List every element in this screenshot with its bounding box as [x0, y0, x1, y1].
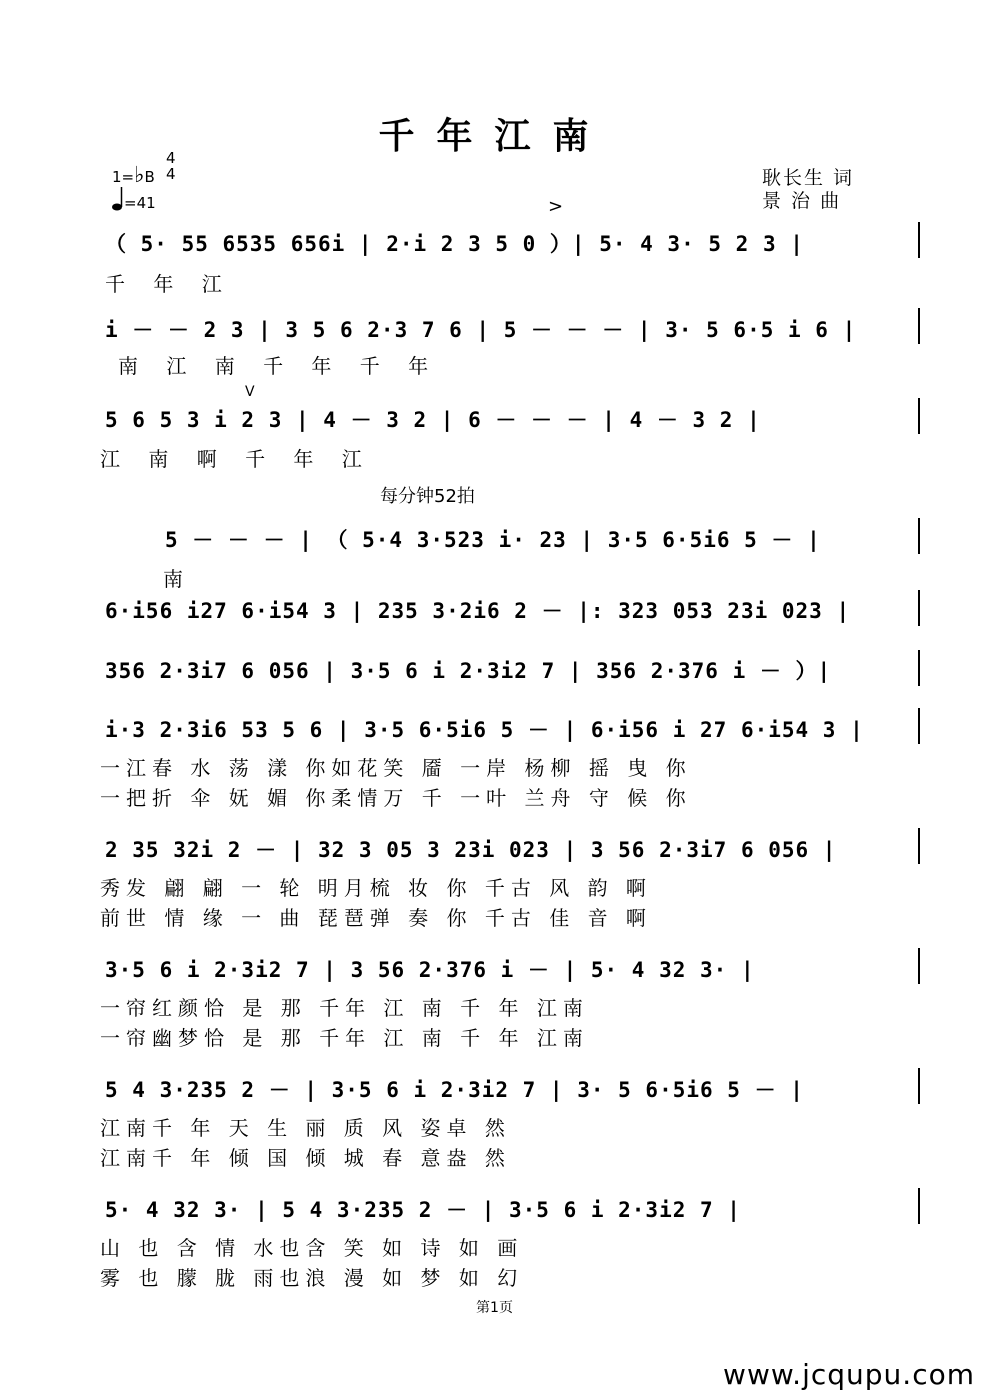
barline	[918, 308, 920, 344]
key-prefix: 1=	[112, 168, 135, 186]
barline	[918, 590, 920, 626]
notation-line-3: 5 6 5 3 i 2 3 | 4 － 3 2 | 6 － － － | 4 － 3 2 |	[105, 408, 761, 432]
notation-line-5: 6·i56 i27 6·i54 3 | 235 3·2i6 2 － |: 323 053 23i 023 |	[105, 599, 851, 623]
page-title: 千年江南	[378, 115, 611, 157]
notation-line-7: i·3 2·3i6 53 5 6 | 3·5 6·5i6 5 － | 6·i56 i 27 6·i54 3 |	[105, 718, 864, 742]
time-signature	[166, 150, 176, 182]
quarter-note-icon	[112, 186, 124, 212]
site-watermark: www.jcqupu.com	[723, 1358, 975, 1391]
time-denominator: 4	[166, 165, 176, 183]
notation-line-11: 5· 4 32 3· | 5 4 3·235 2 － | 3·5 6 i 2·3i2 7 |	[105, 1198, 741, 1222]
barline	[918, 518, 920, 554]
barline	[918, 708, 920, 744]
barline	[918, 1068, 920, 1104]
notation-line-1: （ 5· 55 6535 656i | 2·i 2 3 5 0 ）| 5· 4 3· 5 2 3 |	[105, 232, 804, 256]
lyrics-line-7a: 一江春 水 荡 漾 你如花笑 靥 一岸 杨柳 摇 曳 你	[100, 756, 692, 780]
lyrics-line-8b: 前世 情 缘 一 曲 琵琶弹 奏 你 千古 佳 音 啊	[100, 906, 652, 930]
lyrics-line-1: 千 年 江	[105, 272, 233, 296]
lyrics-line-10a: 江南千 年 天 生 丽 质 风 姿卓 然	[100, 1116, 511, 1140]
notation-line-10: 5 4 3·235 2 － | 3·5 6 i 2·3i2 7 | 3· 5 6·5i6 5 － |	[105, 1078, 804, 1102]
barline	[918, 1188, 920, 1224]
flat-icon: ♭	[134, 163, 145, 188]
page-number: 第1页	[476, 1300, 513, 1316]
tempo-marking	[112, 186, 156, 212]
notation-line-4: 5 － － － | （ 5·4 3·523 i· 23 | 3·5 6·5i6 5 － |	[165, 528, 821, 552]
tempo-value: =41	[124, 194, 156, 212]
barline	[918, 948, 920, 984]
notation-line-6: 356 2·3i7 6 056 | 3·5 6 i 2·3i2 7 | 356 2·376 i － ）|	[105, 659, 832, 683]
lyrics-line-3: 江 南 啊 千 年 江	[100, 447, 373, 471]
lyrics-line-9b: 一帘幽梦恰 是 那 千年 江 南 千 年 江南	[100, 1026, 589, 1050]
lyrics-line-11b: 雾 也 朦 胧 雨也浪 漫 如 梦 如 幻	[100, 1266, 524, 1290]
lyrics-line-7b: 一把折 伞 妩 媚 你柔情万 千 一叶 兰舟 守 候 你	[100, 786, 692, 810]
barline	[918, 650, 920, 686]
composer-credit: 景 治 曲	[762, 190, 842, 212]
lyricist-credit: 耿长生 词	[762, 167, 855, 189]
tempo-change: 每分钟52拍	[380, 486, 475, 507]
lyrics-line-4: 南	[163, 567, 194, 591]
time-numerator: 4	[166, 149, 176, 167]
accent-mark: >	[548, 196, 564, 217]
barline	[918, 222, 920, 258]
lyrics-line-8a: 秀发 翩 翩 一 轮 明月梳 妆 你 千古 风 韵 啊	[100, 876, 652, 900]
notation-line-9: 3·5 6 i 2·3i2 7 | 3 56 2·376 i － | 5· 4 32 3· |	[105, 958, 755, 982]
lyrics-line-10b: 江南千 年 倾 国 倾 城 春 意盎 然	[100, 1146, 511, 1170]
breath-mark: V	[245, 384, 255, 400]
key-signature	[112, 163, 155, 188]
barline	[918, 828, 920, 864]
barline	[918, 398, 920, 434]
key-tonic: B	[144, 168, 155, 186]
lyrics-line-11a: 山 也 含 情 水也含 笑 如 诗 如 画	[100, 1236, 524, 1260]
lyrics-line-9a: 一帘红颜恰 是 那 千年 江 南 千 年 江南	[100, 996, 589, 1020]
lyrics-line-2: 南 江 南 千 年 千 年	[118, 354, 440, 378]
notation-line-8: 2 35 32i 2 － | 32 3 05 3 23i 023 | 3 56 2·3i7 6 056 |	[105, 838, 837, 862]
notation-line-2: i － － 2 3 | 3 5 6 2·3 7 6 | 5 － － － | 3· 5 6·5 i 6 |	[105, 318, 857, 342]
